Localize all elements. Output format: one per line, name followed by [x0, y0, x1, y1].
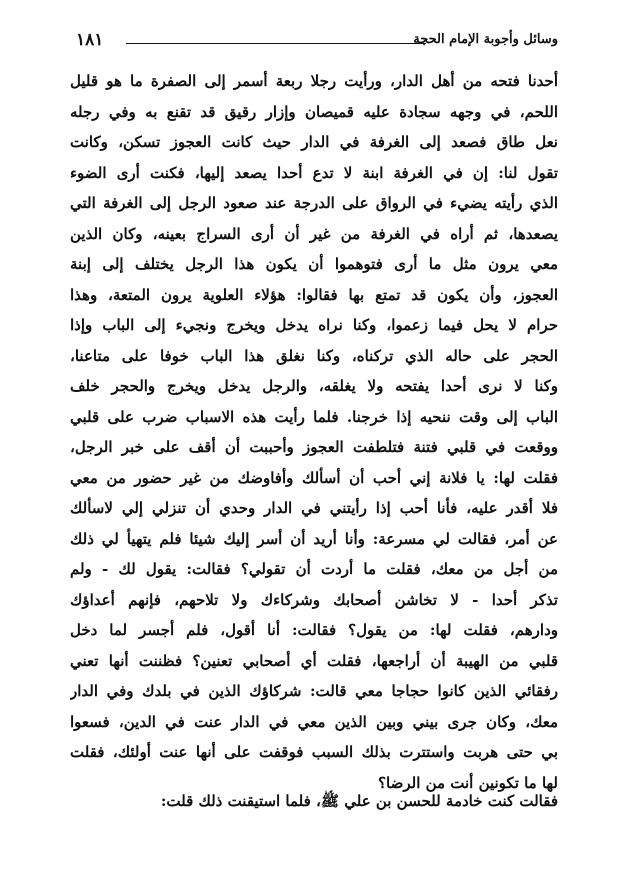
text-line: يصعدها، ثم أراه في الغرفة من غير أن أرى السراج بعينه، وكان الذين — [70, 224, 558, 243]
header-rule — [126, 43, 426, 44]
text-line: معي يرون مثل ما أرى فتوهموا أن يكون هذا الرجل يختلف إلى إبنة — [70, 255, 558, 273]
closing-line: فقالت كنت خادمة للحسن بن علي ﷺ، فلما استيقنت ذلك قلت: — [160, 792, 558, 810]
text-line: رفقائي الذين كانوا حجاجا معي قالت: شركاؤك الذين في بلدك وفي الدار — [70, 682, 558, 700]
text-line: حرام لا يحل فيما زعموا، وكنا نراه يدخل ويخرج ونجيء إلى الباب وإذا — [70, 316, 558, 334]
text-line: ودارهم، فقلت لها: من يقول؟ فقالت: أنا أقول، فلم أجسر لما دخل — [70, 621, 558, 639]
text-line: الباب إلى وقت ننحيه إذا خرجنا. فلما رأيت هذه الاسباب ضرب على قلبي — [70, 407, 558, 426]
text-line: لها ما تكونين أنت من الرضا؟ — [378, 773, 558, 792]
text-line: عن أمر، فقالت لي مسرعة: وأنا أريد أن أسر إليك شيئا فلم يتهيأ لي ذلك — [70, 529, 558, 548]
page-header — [76, 30, 558, 56]
text-line: العجوز، وأن يكون قد تمتع بها فقالوا: هؤلاء العلوية يرون المتعة، وهذا — [70, 285, 558, 304]
text-line: الذي رأيته يضيء في الرواق على الدرجة عند صعود الرجل إلى الغرفة التي — [70, 194, 558, 212]
text-line: بي حتى هربت واستترت بذلك السبب فوقفت على أنها عنت أولئك، فقلت — [70, 743, 558, 761]
text-line: فلا أقدر عليه، فأنا أحب إذا رأيتني في الدار وحدي أن تنزلي إلي لاسألك — [70, 499, 558, 517]
text-line: اللحم، في وجهه سجادة عليه قميصان وإزار رقيق قد تقنع به وفي رجله — [70, 102, 558, 121]
text-line: من أجل من معك، فقلت ما أردت أن تقولي؟ فقالت: يقول لك - ولم — [70, 560, 558, 578]
text-line: معك، وكان جرى بيني وبين الذين معي في الدار عنت في الدين، فسعوا — [70, 712, 558, 731]
page-number: ١٨١ — [76, 30, 104, 50]
text-line: فقلت لها: يا فلانة إني أحب أن أسألك وأفاوضك من غير حضور من معي — [70, 468, 558, 487]
text-line: وكنا لا نرى أحدا يفتحه ولا يغلقه، والرجل يدخل ويخرج والحجر خلف — [70, 377, 558, 395]
text-line: تذكر أحدا - لا تخاشن أصحابك وشركاءك ولا تلاحهم، فإنهم أعداؤك — [70, 590, 558, 609]
text-line: قلبي من الهيبة أن أراجعها، فقلت أي أصحابي تعنين؟ فظننت أنها تعني — [70, 651, 558, 670]
text-line: الحجر على حاله الذي تركناه، وكنا نغلق هذا الباب خوفا على متاعنا، — [70, 346, 558, 365]
text-line: ووقعت في قلبي فتنة فتلطفت العجوز وأحببت أن أقف على خبر الرجل، — [70, 438, 558, 456]
running-title: وسائل وأجوبة الإمام الحجة — [413, 32, 558, 47]
body-text — [70, 66, 558, 798]
text-line: أحدنا فتحه من أهل الدار، ورأيت رجلا ربعة أسمر إلى الصفرة ما هو قليل — [70, 72, 558, 90]
text-line: نعل طاق فصعد إلى الغرفة في الدار حيث كانت العجوز تسكن، وكانت — [70, 133, 558, 151]
text-line: تقول لنا: إن في الغرفة ابنة لا تدع أحدا يصعد إليها، فكنت أرى الضوء — [70, 163, 558, 182]
